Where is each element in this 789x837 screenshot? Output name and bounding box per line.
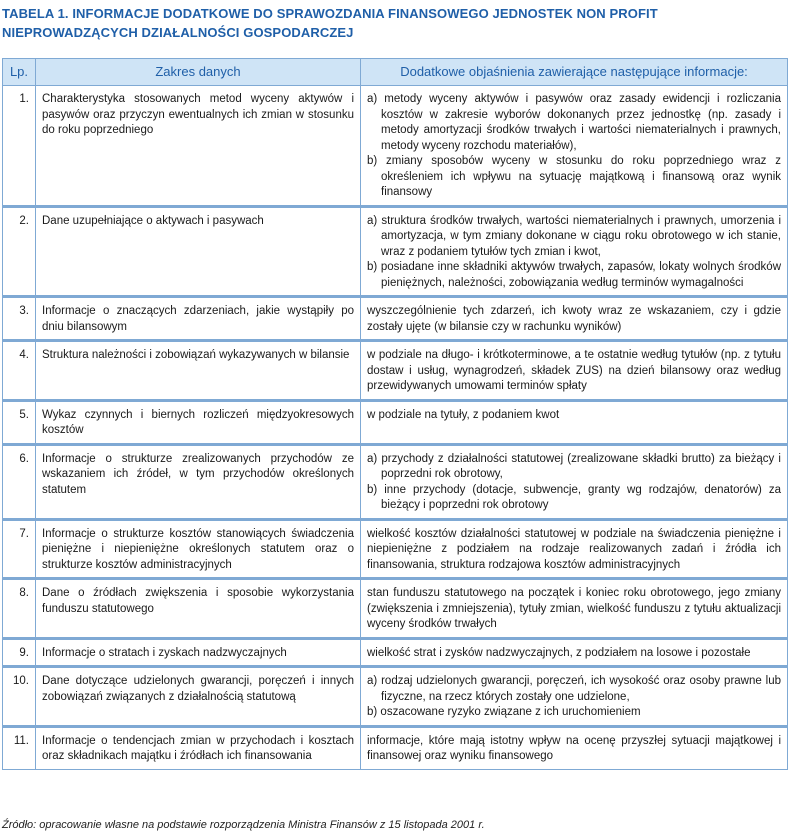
row-zakres: Charakterystyka stosowanych metod wyceny aktywów i pasywów oraz przyczyn ewentualnych ich zmian w stosunku do roku poprzedniego: [36, 86, 361, 207]
row-dodatkowe: [361, 86, 788, 207]
table-row: [3, 579, 788, 639]
row-dodatkowe-item: a) metody wyceny aktywów i pasywów oraz zasady ewidencji i rozliczania kosztów w zakresie wyborów dokonanych przez jednostkę (np. zasady i metody amortyzacji środków trwałych i wartości niematerialnych i prawnych, metody wyceny rozchodu materiałów),: [367, 93, 781, 152]
row-dodatkowe-item: stan funduszu statutowego na początek i koniec roku obrotowego, jego zmiany (zwiększenia i zmniejszenia), tytuły zmian, wielkość funduszu z tytułu aktualizacji wyceny środków trwałych: [367, 587, 781, 630]
table-row: [3, 86, 788, 207]
row-dodatkowe: [361, 297, 788, 341]
row-number: 8.: [3, 579, 36, 639]
table-row: [3, 638, 788, 667]
header-dodatkowe: Dodatkowe objaśnienia zawierające następujące informacje:: [361, 59, 788, 86]
row-dodatkowe: [361, 726, 788, 769]
row-dodatkowe: [361, 579, 788, 639]
row-dodatkowe-item: w podziale na długo- i krótkoterminowe, a te ostatnie według tytułów (np. z tytułu dostaw i usług, wynagrodzeń, składek ZUS) na dzień bilansowy oraz według przewidywanych umowami terminów spłaty: [367, 349, 781, 392]
row-zakres: Informacje o strukturze zrealizowanych przychodów ze wskazaniem ich źródeł, w tym przychodów określonych statutem: [36, 444, 361, 519]
info-table: [2, 58, 788, 770]
row-zakres: Dane uzupełniające o aktywach i pasywach: [36, 206, 361, 297]
row-dodatkowe: [361, 341, 788, 401]
header-lp: Lp.: [3, 59, 36, 86]
source-note: Źródło: opracowanie własne na podstawie rozporządzenia Ministra Finansów z 15 listopada 2001 r.: [2, 819, 485, 831]
row-dodatkowe-item: b) oszacowane ryzyko związane z ich uruchomieniem: [367, 706, 641, 718]
row-zakres: Wykaz czynnych i biernych rozliczeń międzyokresowych kosztów: [36, 400, 361, 444]
table-row: [3, 444, 788, 519]
row-dodatkowe: [361, 638, 788, 667]
row-dodatkowe-item: b) posiadane inne składniki aktywów trwałych, zapasów, lokaty wolnych środków pieniężnych, należności, zobowiązania według terminów wymagalności: [367, 261, 781, 289]
row-number: 5.: [3, 400, 36, 444]
row-dodatkowe: [361, 519, 788, 579]
row-dodatkowe: [361, 667, 788, 727]
table-row: [3, 400, 788, 444]
row-number: 10.: [3, 667, 36, 727]
row-number: 11.: [3, 726, 36, 769]
row-zakres: Informacje o stratach i zyskach nadzwyczajnych: [36, 638, 361, 667]
table-row: [3, 667, 788, 727]
row-number: 7.: [3, 519, 36, 579]
row-zakres: Dane dotyczące udzielonych gwarancji, poręczeń i innych zobowiązań związanych z działalnością statutową: [36, 667, 361, 727]
row-dodatkowe: [361, 444, 788, 519]
row-dodatkowe-item: informacje, które mają istotny wpływ na ocenę przyszłej sytuacji majątkowej i finansowej oraz wyniku finansowego: [367, 734, 781, 762]
row-dodatkowe-item: w podziale na tytuły, z podaniem kwot: [367, 408, 560, 421]
table-header-row: [3, 59, 788, 86]
row-zakres: Struktura należności i zobowiązań wykazywanych w bilansie: [36, 341, 361, 401]
row-dodatkowe-item: a) struktura środków trwałych, wartości niematerialnych i prawnych, umorzenia i amortyzacja, w tym zmiany dokonane w ciągu roku obrotowego w ich stanie, wraz z podaniem tytułów tych zmian i kwot,: [367, 214, 781, 258]
row-dodatkowe-item: wyszczególnienie tych zdarzeń, ich kwoty wraz ze wskazaniem, czy i gdzie zostały ujęte (w bilansie czy w rachunku wyników): [367, 305, 781, 333]
row-dodatkowe-item: b) inne przychody (dotacje, subwencje, granty wg rodzajów, denatorów) za bieżący i poprzedni rok obrotowy: [367, 483, 781, 511]
row-dodatkowe-item: a) przychody z działalności statutowej (zrealizowane składki brutto) za bieżący i poprzedni rok obrotowy,: [367, 452, 781, 480]
row-dodatkowe: [361, 400, 788, 444]
row-zakres: Informacje o znaczących zdarzeniach, jakie wystąpiły po dniu bilansowym: [36, 297, 361, 341]
row-dodatkowe-item: a) rodzaj udzielonych gwarancji, poręczeń, ich wysokość oraz osoby prawne lub fizyczne, na rzecz których zostały one udzielone,: [367, 675, 781, 703]
row-zakres: Dane o źródłach zwiększenia i sposobie wykorzystania funduszu statutowego: [36, 579, 361, 639]
row-zakres: Informacje o tendencjach zmian w przychodach i kosztach oraz składnikach majątku i źródłach ich finansowania: [36, 726, 361, 769]
row-dodatkowe-item: wielkość kosztów działalności statutowej w podziale na świadczenia pieniężne i niepieniężne z podziałem na rodzaje realizowanych zadań i źródła ich finansowania, struktura rodzajowa kosztów administracyjnych: [367, 527, 781, 571]
row-zakres: Informacje o strukturze kosztów stanowiących świadczenia pieniężne i niepieniężne określonych statutem oraz o strukturze kosztów administracyjnych: [36, 519, 361, 579]
row-number: 3.: [3, 297, 36, 341]
table-row: [3, 206, 788, 297]
row-dodatkowe: [361, 206, 788, 297]
table-row: [3, 519, 788, 579]
table-row: [3, 341, 788, 401]
row-number: 9.: [3, 638, 36, 667]
row-number: 4.: [3, 341, 36, 401]
header-zakres: Zakres danych: [36, 59, 361, 86]
table-row: [3, 297, 788, 341]
row-dodatkowe-item: b) zmiany sposobów wyceny w stosunku do roku poprzedniego wraz z określeniem ich wpływu na sytuację majątkową i finansową oraz wynik finansowy: [367, 155, 781, 198]
row-number: 2.: [3, 206, 36, 297]
row-number: 6.: [3, 444, 36, 519]
table-title: TABELA 1. INFORMACJE DODATKOWE DO SPRAWOZDANIA FINANSOWEGO JEDNOSTEK NON PROFIT NIEPROWADZĄCYCH DZIAŁALNOŚCI GOSPODARCZEJ: [2, 6, 658, 40]
table-row: [3, 726, 788, 769]
row-number: 1.: [3, 86, 36, 207]
row-dodatkowe-item: wielkość strat i zysków nadzwyczajnych, z podziałem na losowe i pozostałe: [367, 646, 751, 659]
